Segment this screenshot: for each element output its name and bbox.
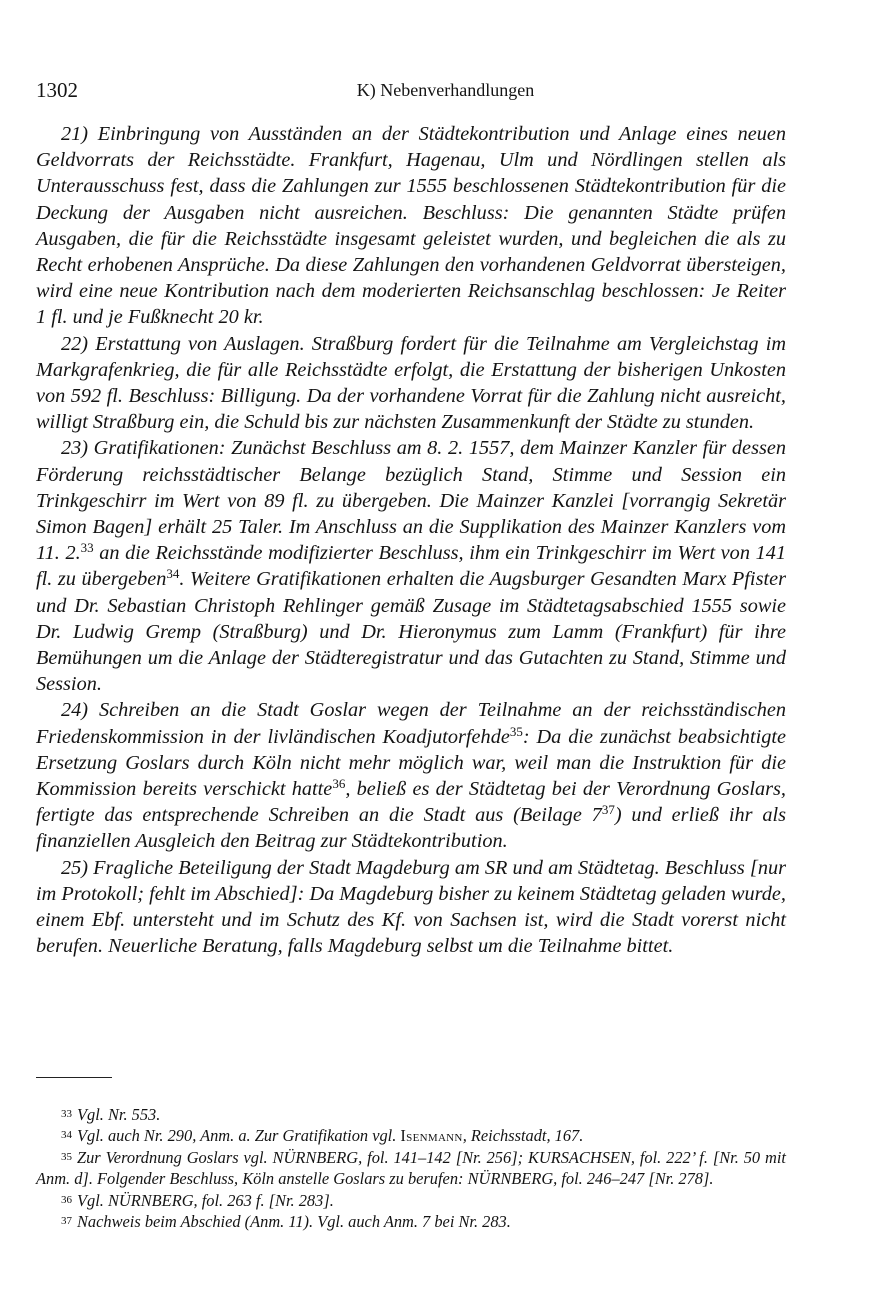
- footnote-separator: [36, 1077, 112, 1078]
- footnote-text: , Reichsstadt, 167.: [462, 1126, 584, 1146]
- page-number: 1302: [36, 78, 78, 102]
- paragraph-23: [36, 435, 786, 697]
- footnote-text: Nachweis beim Abschied (Anm. 11). Vgl. auch Anm. 7 bei Nr. 283.: [77, 1212, 511, 1232]
- footnote-number: 35: [61, 1150, 72, 1163]
- paragraph-24: [36, 697, 786, 854]
- footnote-ref-37[interactable]: 37: [601, 802, 615, 818]
- footnote-number: 34: [61, 1129, 72, 1142]
- footnote-number: 33: [61, 1108, 72, 1120]
- footnote-author: Isenmann: [400, 1126, 463, 1146]
- paragraph-25: 25) Fragliche Beteiligung der Stadt Magdeburg am SR und am Städtetag. Beschluss [nur im Protokoll; fehlt im Abschied]: Da Magdeburg bisher zu keinem Städtetag geladen wurde, einem Ebf. untersteht und im Schutz des Kf. von Sachsen ist, wird die Stadt vorerst nicht berufen. Neuerliche Beratung, falls Magdeburg selbst um die Teilnahme bittet.: [36, 856, 786, 958]
- footnote-text: Vgl. NÜRNBERG, fol. 263 f. [Nr. 283].: [77, 1190, 334, 1210]
- running-title: K) Nebenverhandlungen: [356, 80, 535, 100]
- main-text: [36, 121, 786, 960]
- paragraph-24-text: , beließ es der Städtetag bei der Verordnung Goslars, fertigte das entsprechende Schreiben an die Stadt aus (Beilage 7: [36, 778, 786, 827]
- paragraph-24-text: ) und erließ ihr als finanziellen Ausgleich den Beitrag zur Städtekontribution.: [36, 804, 786, 853]
- footnote-37: [36, 1211, 786, 1232]
- paragraph-22: 22) Erstattung von Auslagen. Straßburg fordert für die Teilnahme am Vergleichstag im Markgrafenkrieg, die für alle Reichsstädte erfolgt, die Erstattung der bisherigen Unkosten von 592 fl. Beschluss: Billigung. Da der vorhandene Vorrat für die Zahlung nicht ausreicht, willigt Straßburg ein, die Schuld bis zur nächsten Zusammenkunft der Städte zu stunden.: [36, 332, 786, 434]
- footnote-number: 36: [61, 1193, 72, 1206]
- footnote-number: 37: [61, 1215, 72, 1228]
- footnote-36: [36, 1190, 786, 1211]
- paragraph-24-text: : Da die zunächst beabsichtigte Ersetzung Goslars durch Köln nicht mehr möglich war, weil man die Instruktion für die Kommission bereits verschickt hatte: [36, 725, 786, 801]
- footnote-33: [36, 1104, 786, 1125]
- footnote-ref-36[interactable]: 36: [332, 776, 346, 792]
- footnote-text: Vgl. auch Nr. 290, Anm. a. Zur Gratifikation vgl.: [77, 1126, 401, 1146]
- footnote-ref-34[interactable]: 34: [166, 566, 180, 582]
- paragraph-23-text: 23) Gratifikationen: Zunächst Beschluss am 8. 2. 1557, dem Mainzer Kanzler für dessen Förderung reichsstädtischer Belange bezüglich Stand, Stimme und Session ein Trinkgeschirr im Wert von 89 fl. zu übergeben. Die Mainzer Kanzlei [vorrangig Sekretär Simon Bagen] erhält 25 Taler. Im Anschluss an die Supplikation des Mainzer Kanzlers vom 11. 2.: [36, 437, 786, 565]
- paragraph-21: 21) Einbringung von Ausständen an der Städtekontribution und Anlage eines neuen Geldvorrats der Reichsstädte. Frankfurt, Hagenau, Ulm und Nördlingen stellen als Unterausschuss fest, dass die Zahlungen zur 1555 beschlossenen Städtekontribution für die Deckung der Ausgaben nicht ausreichen. Beschluss: Die genannten Städte prüfen Ausgaben, die für die Reichsstädte insgesamt geleistet wurden, und begleichen die als zu Recht erhobenen Ansprüche. Da diese Zahlungen den vorhandenen Geldvorrat übersteigen, wird eine neue Kontribution nach dem moderierten Reichsanschlag beschlossen: Je Reiter 1 fl. und je Fußknecht 20 kr.: [36, 123, 786, 329]
- footnote-ref-33[interactable]: 33: [80, 540, 94, 556]
- footnote-35: [36, 1147, 786, 1190]
- paragraph-23-text: . Weitere Gratifikationen erhalten die Augsburger Gesandten Marx Pfister und Dr. Sebastian Christoph Rehlinger gemäß Zusage im Städtetagsabschied 1555 sowie Dr. Ludwig Gremp (Straßburg) und Dr. Hieronymus zum Lamm (Frankfurt) für ihre Bemühungen um die Anlage der Städteregistratur und das Gutachten zu Stand, Stimme und Session.: [36, 568, 786, 696]
- footnote-34: [36, 1125, 786, 1146]
- paragraph-23-text: an die Reichsstände modifizierter Beschluss, ihm ein Trinkgeschirr im Wert von 141 fl. zu übergeben: [36, 542, 786, 591]
- footnote-text: Zur Verordnung Goslars vgl. NÜRNBERG, fol. 141–142 [Nr. 256]; KURSACHSEN, fol. 222’ f. [Nr. 50 mit Anm. d]. Folgender Beschluss, Köln anstelle Goslars zu berufen: NÜRNBERG, fol. 246–247 [Nr. 278].: [36, 1147, 786, 1189]
- footnotes: [36, 1104, 786, 1232]
- footnote-ref-35[interactable]: 35: [509, 723, 523, 739]
- paragraph-24-text: 24) Schreiben an die Stadt Goslar wegen der Teilnahme an der reichsständischen Friedenskommission in der livländischen Koadjutorfehde: [36, 699, 786, 748]
- footnote-text: Vgl. Nr. 553.: [77, 1105, 161, 1124]
